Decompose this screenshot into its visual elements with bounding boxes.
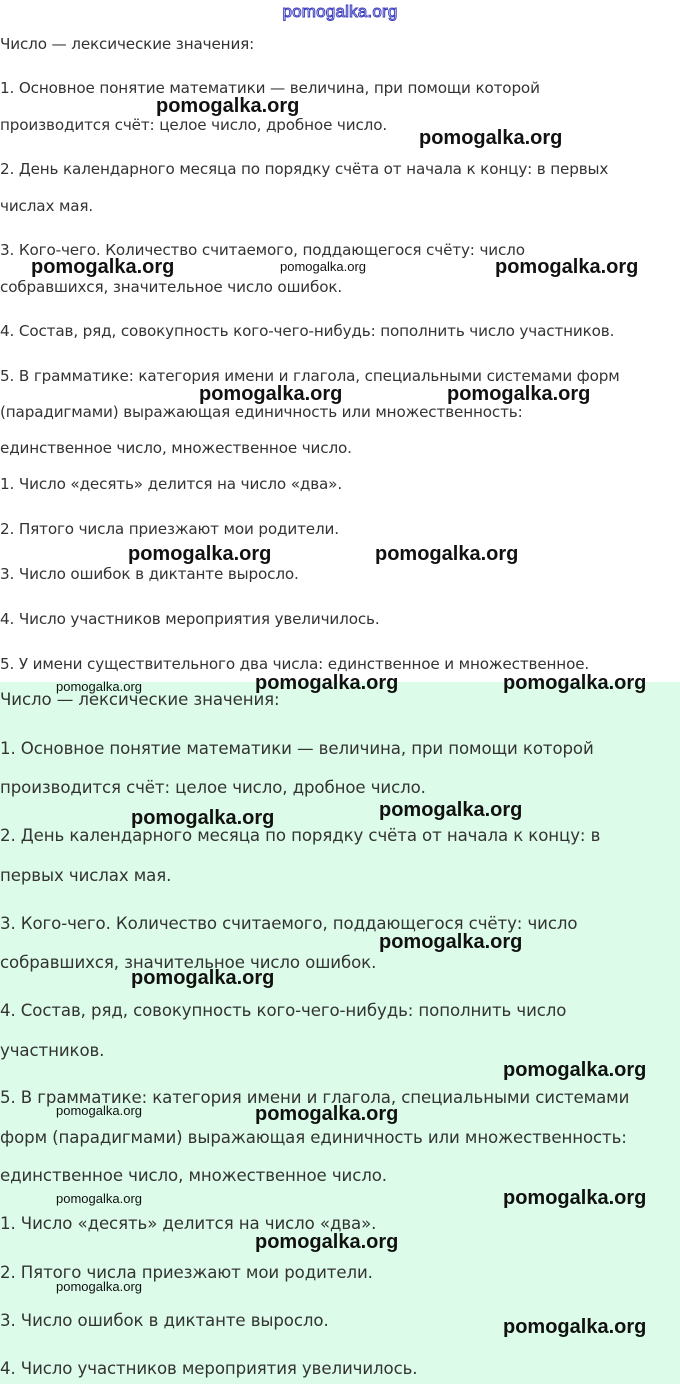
watermark: pomogalka.org [375, 543, 519, 565]
watermark: pomogalka.org [131, 967, 275, 989]
watermark: pomogalka.org [503, 1059, 647, 1081]
text-line: числах мая. [0, 197, 94, 215]
text-line: единственное число, множественное число. [0, 439, 352, 457]
watermark: pomogalka.org [280, 259, 366, 274]
text-line: 5. У имени существительного два числа: единственное и множественное. [0, 655, 590, 673]
watermark: pomogalka.org [503, 1187, 647, 1209]
text-line: 5. В грамматике: категория имени и глагола, специальными системами форм [0, 367, 620, 385]
text-line: первых числах мая. [0, 866, 172, 885]
text-line: Число — лексические значения: [0, 35, 255, 53]
text-line: 3. Кого-чего. Количество считаемого, поддающегося счёту: число [0, 914, 578, 933]
text-line: 1. Основное понятие математики — величина, при помощи которой [0, 739, 594, 758]
text-line: 2. День календарного месяца по порядку счёта от начала к концу: в [0, 826, 601, 845]
watermark: pomogalka.org [31, 256, 175, 278]
text-line: 3. Кого-чего. Количество считаемого, поддающегося счёту: число [0, 241, 525, 259]
watermark: pomogalka.org [379, 931, 523, 953]
watermark: pomogalka.org [419, 127, 563, 149]
watermark: pomogalka.org [495, 256, 639, 278]
text-line: производится счёт: целое число, дробное число. [0, 116, 388, 134]
section-lexical-meanings-1 [0, 0, 680, 682]
text-line: 2. День календарного месяца по порядку счёта от начала к концу: в первых [0, 160, 609, 178]
watermark: pomogalka.org [128, 543, 272, 565]
text-line: 2. Пятого числа приезжают мои родители. [0, 1263, 373, 1282]
text-line: форм (парадигмами) выражающая единичность или множественность: [0, 1128, 627, 1147]
watermark: pomogalka.org [56, 1191, 142, 1206]
text-line: 2. Пятого числа приезжают мои родители. [0, 520, 339, 538]
watermark: pomogalka.org [255, 672, 399, 694]
watermark: pomogalka.org [255, 1103, 399, 1125]
watermark: pomogalka.org [379, 799, 523, 821]
text-line: участников. [0, 1041, 105, 1060]
text-line: 4. Число участников мероприятия увеличилось. [0, 610, 380, 628]
text-line: собравшихся, значительное число ошибок. [0, 278, 343, 296]
text-line: 1. Число «десять» делится на число «два». [0, 1214, 377, 1233]
text-line: Число — лексические значения: [0, 690, 280, 709]
text-line: 1. Основное понятие математики — величина, при помощи которой [0, 79, 540, 97]
text-line: 4. Состав, ряд, совокупность кого-чего-нибудь: пополнить число участников. [0, 322, 615, 340]
watermark: pomogalka.org [56, 1103, 142, 1118]
text-line: 5. В грамматике: категория имени и глагола, специальными системами [0, 1088, 630, 1107]
text-line: 4. Число участников мероприятия увеличилось. [0, 1359, 418, 1378]
text-line: (парадигмами) выражающая единичность или множественность: [0, 403, 523, 421]
text-line: производится счёт: целое число, дробное число. [0, 778, 426, 797]
text-line: 3. Число ошибок в диктанте выросло. [0, 565, 299, 583]
watermark: pomogalka.org [56, 1279, 142, 1294]
watermark: pomogalka.org [255, 1231, 399, 1253]
watermark: pomogalka.org [56, 679, 142, 694]
watermark: pomogalka.org [447, 383, 591, 405]
watermark: pomogalka.org [503, 672, 647, 694]
section-lexical-meanings-2 [0, 682, 680, 1384]
watermark: pomogalka.org [199, 383, 343, 405]
watermark: pomogalka.org [503, 1316, 647, 1338]
text-line: 4. Состав, ряд, совокупность кого-чего-нибудь: пополнить число [0, 1001, 567, 1020]
text-line: единственное число, множественное число. [0, 1166, 387, 1185]
text-line: собравшихся, значительное число ошибок. [0, 953, 377, 972]
watermark: pomogalka.org [131, 807, 275, 829]
text-line: 1. Число «десять» делится на число «два». [0, 475, 343, 493]
watermark: pomogalka.org [156, 95, 300, 117]
text-line: 3. Число ошибок в диктанте выросло. [0, 1311, 329, 1330]
site-logo[interactable]: pomogalka.org [282, 2, 398, 21]
